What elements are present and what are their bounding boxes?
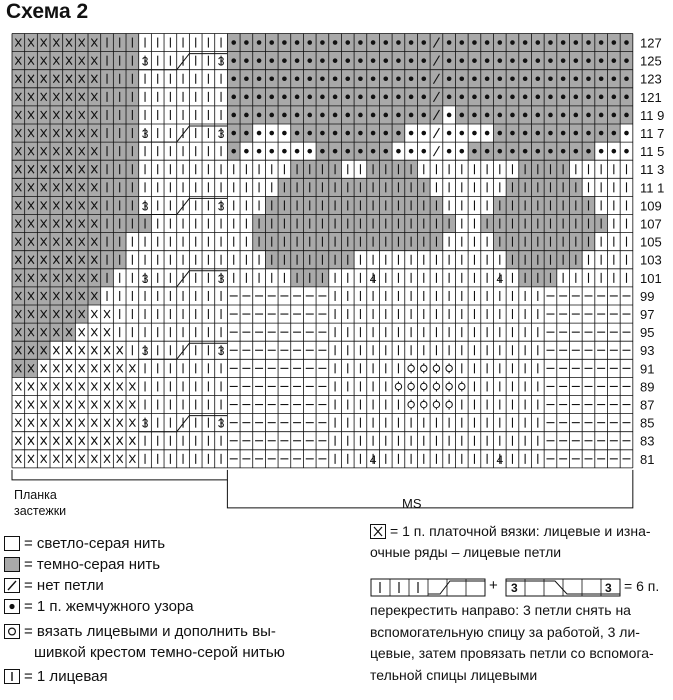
chart-title: Схема 2 (6, 0, 89, 23)
pearl-dot (295, 40, 300, 45)
pearl-dot (421, 76, 426, 81)
embroidery-circle (421, 383, 427, 389)
cable-count-3: 3 (217, 54, 225, 69)
pearl-dot (523, 131, 528, 136)
pearl-dot (548, 95, 553, 100)
legend-light-gray: = светло-серая нить (4, 535, 165, 552)
pearl-dot (459, 58, 464, 63)
pearl-dot (244, 131, 249, 136)
pearl-dot (599, 95, 604, 100)
pearl-dot (447, 113, 452, 118)
pearl-dot (269, 149, 274, 154)
cable-count-3: 3 (511, 581, 518, 595)
pearl-dot (269, 95, 274, 100)
cable-count-4: 4 (369, 271, 377, 286)
cable-description: перекрестить направо: 3 петли снять на вспомогательную спицу за работой, 3 ли- цевые, затем провязать петли со вспомога- тельной спицы лицевыми (370, 602, 654, 683)
cable-count-3: 3 (217, 416, 225, 431)
pearl-dot (561, 95, 566, 100)
row-number: 83 (640, 433, 655, 449)
pearl-dot (244, 76, 249, 81)
pearl-dot (358, 113, 363, 118)
pearl-dot (358, 76, 363, 81)
pearl-dot (333, 76, 338, 81)
dot-icon (4, 599, 20, 614)
pearl-dot (536, 40, 541, 45)
pearl-dot (624, 40, 629, 45)
embroidery-circle (446, 401, 452, 407)
pearl-dot (510, 95, 515, 100)
row-number: 11 5 (640, 144, 665, 160)
pearl-dot (624, 76, 629, 81)
cable-count-3: 3 (217, 199, 225, 214)
pearl-dot (523, 149, 528, 154)
pearl-dot (320, 113, 325, 118)
pearl-dot (586, 113, 591, 118)
pearl-dot (307, 95, 312, 100)
legend-no-stitch: = нет петли (4, 577, 104, 594)
pearl-dot (358, 131, 363, 136)
cable-count-3: 3 (217, 271, 225, 286)
pearl-dot (472, 40, 477, 45)
pearl-dot (574, 76, 579, 81)
row-number: 125 (640, 53, 662, 69)
legend-garter: = 1 п. платочной вязки: лицевые и изна- очные ряды – лицевые петли (370, 523, 651, 560)
cable-count-4: 4 (496, 452, 504, 467)
pearl-dot (307, 149, 312, 154)
pearl-dot (231, 58, 236, 63)
pearl-dot (333, 95, 338, 100)
dark-square-icon (4, 557, 20, 572)
pearl-dot (307, 113, 312, 118)
pearl-dot (345, 40, 350, 45)
pearl-dot (624, 95, 629, 100)
pearl-dot (282, 131, 287, 136)
cable-count-3: 3 (217, 127, 225, 141)
pearl-dot (244, 113, 249, 118)
embroidery-circle (446, 365, 452, 371)
pearl-dot (396, 76, 401, 81)
pearl-dot (612, 76, 617, 81)
pearl-dot (536, 131, 541, 136)
pearl-dot (282, 149, 287, 154)
pearl-dot (257, 58, 262, 63)
pearl-dot (257, 131, 262, 136)
pearl-dot (409, 95, 414, 100)
pearl-dot (459, 40, 464, 45)
pearl-dot (409, 149, 414, 154)
pearl-dot (485, 76, 490, 81)
bar-icon (4, 669, 20, 684)
legend-dark-gray: = темно-серая нить (4, 556, 160, 573)
pearl-dot (396, 40, 401, 45)
embroidery-circle (459, 383, 465, 389)
pearl-dot (295, 113, 300, 118)
pearl-dot (333, 58, 338, 63)
row-number: 85 (640, 415, 655, 431)
pearl-dot (561, 58, 566, 63)
cable-count-3: 3 (141, 271, 149, 286)
pearl-dot (523, 113, 528, 118)
pearl-dot (536, 95, 541, 100)
pearl-dot (624, 131, 629, 136)
pearl-dot (383, 149, 388, 154)
embroidery-circle (421, 401, 427, 407)
light-square-icon (4, 536, 20, 551)
pearl-dot (561, 149, 566, 154)
pearl-dot (523, 40, 528, 45)
pearl-dot (421, 58, 426, 63)
pearl-dot (282, 58, 287, 63)
pearl-dot (231, 76, 236, 81)
pearl-dot (307, 131, 312, 136)
pearl-dot (485, 149, 490, 154)
pearl-dot (333, 131, 338, 136)
pearl-dot (282, 40, 287, 45)
pearl-dot (510, 40, 515, 45)
pearl-dot (333, 40, 338, 45)
pearl-dot (497, 149, 502, 154)
pearl-dot (497, 113, 502, 118)
row-number: 109 (640, 198, 662, 214)
pearl-dot (371, 95, 376, 100)
pearl-dot (574, 40, 579, 45)
edge-label: Планка застежки (14, 488, 67, 518)
pearl-dot (574, 113, 579, 118)
pearl-dot (523, 58, 528, 63)
pearl-dot (358, 58, 363, 63)
pearl-dot (510, 58, 515, 63)
pearl-dot (345, 131, 350, 136)
cable-count-3: 3 (141, 199, 149, 214)
cable-count-3: 3 (605, 581, 612, 595)
pearl-dot (295, 95, 300, 100)
row-number: 89 (640, 379, 655, 395)
pearl-dot (320, 76, 325, 81)
pearl-dot (409, 40, 414, 45)
pearl-dot (536, 76, 541, 81)
pearl-dot (244, 40, 249, 45)
row-number: 123 (640, 71, 662, 87)
pearl-dot (231, 113, 236, 118)
pearl-dot (624, 58, 629, 63)
pearl-dot (409, 113, 414, 118)
pearl-dot (497, 95, 502, 100)
pearl-dot (409, 58, 414, 63)
pearl-dot (371, 76, 376, 81)
pearl-dot (447, 95, 452, 100)
pearl-dot (333, 149, 338, 154)
pearl-dot (447, 40, 452, 45)
cable-plus: + (489, 577, 498, 594)
row-number: 121 (640, 89, 662, 105)
pearl-dot (548, 131, 553, 136)
pearl-dot (307, 76, 312, 81)
pearl-dot (612, 40, 617, 45)
pearl-dot (358, 95, 363, 100)
pearl-dot (396, 131, 401, 136)
pearl-dot (536, 149, 541, 154)
pearl-dot (421, 149, 426, 154)
pearl-dot (295, 76, 300, 81)
row-number: 91 (640, 361, 655, 377)
pearl-dot (510, 131, 515, 136)
pearl-dot (586, 58, 591, 63)
pearl-dot (548, 58, 553, 63)
pearl-dot (472, 76, 477, 81)
pearl-dot (612, 58, 617, 63)
legend-pearl: = 1 п. жемчужного узора (4, 598, 194, 615)
pearl-dot (574, 95, 579, 100)
cable-count-3: 3 (141, 127, 149, 141)
legend-knit: = 1 лицевая (4, 668, 108, 685)
row-number: 107 (640, 216, 662, 232)
pearl-dot (383, 58, 388, 63)
pearl-dot (586, 131, 591, 136)
embroidery-circle (421, 365, 427, 371)
pearl-dot (447, 58, 452, 63)
embroidery-circle (408, 383, 414, 389)
pearl-dot (536, 113, 541, 118)
pearl-dot (472, 113, 477, 118)
pearl-dot (345, 149, 350, 154)
pearl-dot (523, 95, 528, 100)
pearl-dot (561, 113, 566, 118)
pearl-dot (459, 76, 464, 81)
pearl-dot (561, 76, 566, 81)
pearl-dot (421, 113, 426, 118)
pearl-dot (345, 95, 350, 100)
pearl-dot (548, 76, 553, 81)
pearl-dot (320, 58, 325, 63)
row-number: 81 (640, 451, 655, 467)
pearl-dot (371, 131, 376, 136)
pearl-dot (333, 113, 338, 118)
pearl-dot (574, 58, 579, 63)
pearl-dot (599, 76, 604, 81)
pearl-dot (485, 113, 490, 118)
pearl-dot (599, 149, 604, 154)
pearl-dot (472, 149, 477, 154)
pearl-dot (485, 95, 490, 100)
pearl-dot (586, 95, 591, 100)
x-icon (370, 524, 386, 539)
cable-count-3: 3 (141, 54, 149, 69)
cable-count-3: 3 (141, 344, 149, 359)
pearl-dot (396, 149, 401, 154)
pearl-dot (421, 40, 426, 45)
row-number: 11 7 (640, 126, 665, 141)
ms-bracket (227, 470, 632, 508)
row-number: 87 (640, 397, 655, 413)
pearl-dot (345, 76, 350, 81)
pearl-dot (383, 113, 388, 118)
pearl-dot (612, 113, 617, 118)
pearl-dot (371, 40, 376, 45)
pearl-dot (383, 76, 388, 81)
embroidery-circle (433, 401, 439, 407)
pearl-dot (383, 131, 388, 136)
pearl-dot (624, 149, 629, 154)
pearl-dot (409, 131, 414, 136)
embroidery-circle (446, 383, 452, 389)
pearl-dot (472, 95, 477, 100)
pearl-dot (510, 149, 515, 154)
pearl-dot (409, 76, 414, 81)
pearl-dot (586, 40, 591, 45)
pearl-dot (561, 40, 566, 45)
pearl-dot (231, 40, 236, 45)
pearl-dot (269, 131, 274, 136)
pearl-dot (231, 131, 236, 136)
row-number: 11 3 (640, 162, 665, 178)
pearl-dot (548, 149, 553, 154)
pearl-dot (269, 40, 274, 45)
pearl-dot (320, 40, 325, 45)
pearl-dot (523, 76, 528, 81)
pearl-dot (485, 58, 490, 63)
pearl-dot (472, 131, 477, 136)
pearl-dot (624, 113, 629, 118)
edge-bracket (12, 470, 227, 480)
pearl-dot (282, 113, 287, 118)
pearl-dot (269, 76, 274, 81)
row-number: 103 (640, 252, 662, 268)
pearl-dot (421, 131, 426, 136)
cable-count-3: 3 (217, 344, 225, 359)
pearl-dot (548, 113, 553, 118)
pearl-dot (282, 95, 287, 100)
pearl-dot (257, 76, 262, 81)
pearl-dot (320, 131, 325, 136)
pearl-dot (447, 149, 452, 154)
cable-count-4: 4 (496, 271, 504, 286)
pearl-dot (459, 149, 464, 154)
circle-icon (4, 624, 20, 639)
row-number: 11 9 (640, 107, 665, 123)
row-number: 97 (640, 307, 655, 322)
pearl-dot (421, 95, 426, 100)
pearl-dot (497, 76, 502, 81)
pearl-dot (599, 131, 604, 136)
pearl-dot (307, 58, 312, 63)
pearl-dot (396, 58, 401, 63)
embroidery-circle (408, 401, 414, 407)
embroidery-circle (433, 383, 439, 389)
pearl-dot (396, 113, 401, 118)
row-number: 11 1 (640, 180, 665, 196)
pearl-dot (269, 113, 274, 118)
pearl-dot (358, 40, 363, 45)
pearl-dot (257, 113, 262, 118)
pearl-dot (510, 76, 515, 81)
cable-count-3: 3 (141, 416, 149, 431)
pearl-dot (358, 149, 363, 154)
pearl-dot (586, 76, 591, 81)
no-stitch-slash (433, 146, 439, 156)
embroidery-circle (433, 365, 439, 371)
pearl-dot (599, 58, 604, 63)
pearl-dot (612, 149, 617, 154)
pearl-dot (574, 131, 579, 136)
pearl-dot (244, 149, 249, 154)
pearl-dot (371, 113, 376, 118)
cable-count-4: 4 (369, 452, 377, 467)
pearl-dot (231, 149, 236, 154)
pearl-dot (345, 113, 350, 118)
row-number: 95 (640, 325, 655, 341)
pearl-dot (447, 131, 452, 136)
pearl-dot (472, 58, 477, 63)
slash-icon (4, 578, 20, 593)
pearl-dot (574, 149, 579, 154)
pearl-dot (371, 58, 376, 63)
pearl-dot (231, 95, 236, 100)
pearl-dot (459, 95, 464, 100)
legend-embroidery: = вязать лицевыми и дополнить вы- шивкой крестом темно-серой нитью (4, 621, 285, 663)
pearl-dot (599, 113, 604, 118)
pearl-dot (536, 58, 541, 63)
pearl-dot (497, 40, 502, 45)
pearl-dot (320, 95, 325, 100)
pearl-dot (586, 149, 591, 154)
pearl-dot (447, 76, 452, 81)
pearl-dot (485, 40, 490, 45)
row-number: 101 (640, 270, 662, 286)
row-number: 127 (640, 35, 662, 51)
pearl-dot (282, 76, 287, 81)
pearl-dot (612, 95, 617, 100)
pearl-dot (244, 58, 249, 63)
pearl-dot (295, 131, 300, 136)
pearl-dot (244, 95, 249, 100)
pearl-dot (257, 149, 262, 154)
pearl-dot (599, 40, 604, 45)
row-number: 93 (640, 343, 655, 359)
pearl-dot (396, 95, 401, 100)
pearl-dot (497, 131, 502, 136)
pearl-dot (548, 40, 553, 45)
pearl-dot (485, 131, 490, 136)
pearl-dot (295, 58, 300, 63)
pearl-dot (383, 40, 388, 45)
embroidery-circle (408, 365, 414, 371)
pearl-dot (257, 95, 262, 100)
pearl-dot (459, 113, 464, 118)
pearl-dot (345, 58, 350, 63)
pearl-dot (320, 149, 325, 154)
pearl-dot (295, 149, 300, 154)
pearl-dot (497, 58, 502, 63)
embroidery-circle (395, 383, 401, 389)
pearl-dot (269, 58, 274, 63)
pearl-dot (510, 113, 515, 118)
pearl-dot (257, 40, 262, 45)
row-number: 105 (640, 234, 662, 250)
row-number: 99 (640, 288, 655, 304)
ms-label: MS (402, 496, 422, 511)
no-stitch-slash (433, 128, 439, 138)
pearl-dot (561, 131, 566, 136)
pearl-dot (612, 131, 617, 136)
pearl-dot (371, 149, 376, 154)
pearl-dot (307, 40, 312, 45)
pearl-dot (459, 131, 464, 136)
cable-equals: = 6 п. (624, 578, 660, 594)
pearl-dot (383, 95, 388, 100)
